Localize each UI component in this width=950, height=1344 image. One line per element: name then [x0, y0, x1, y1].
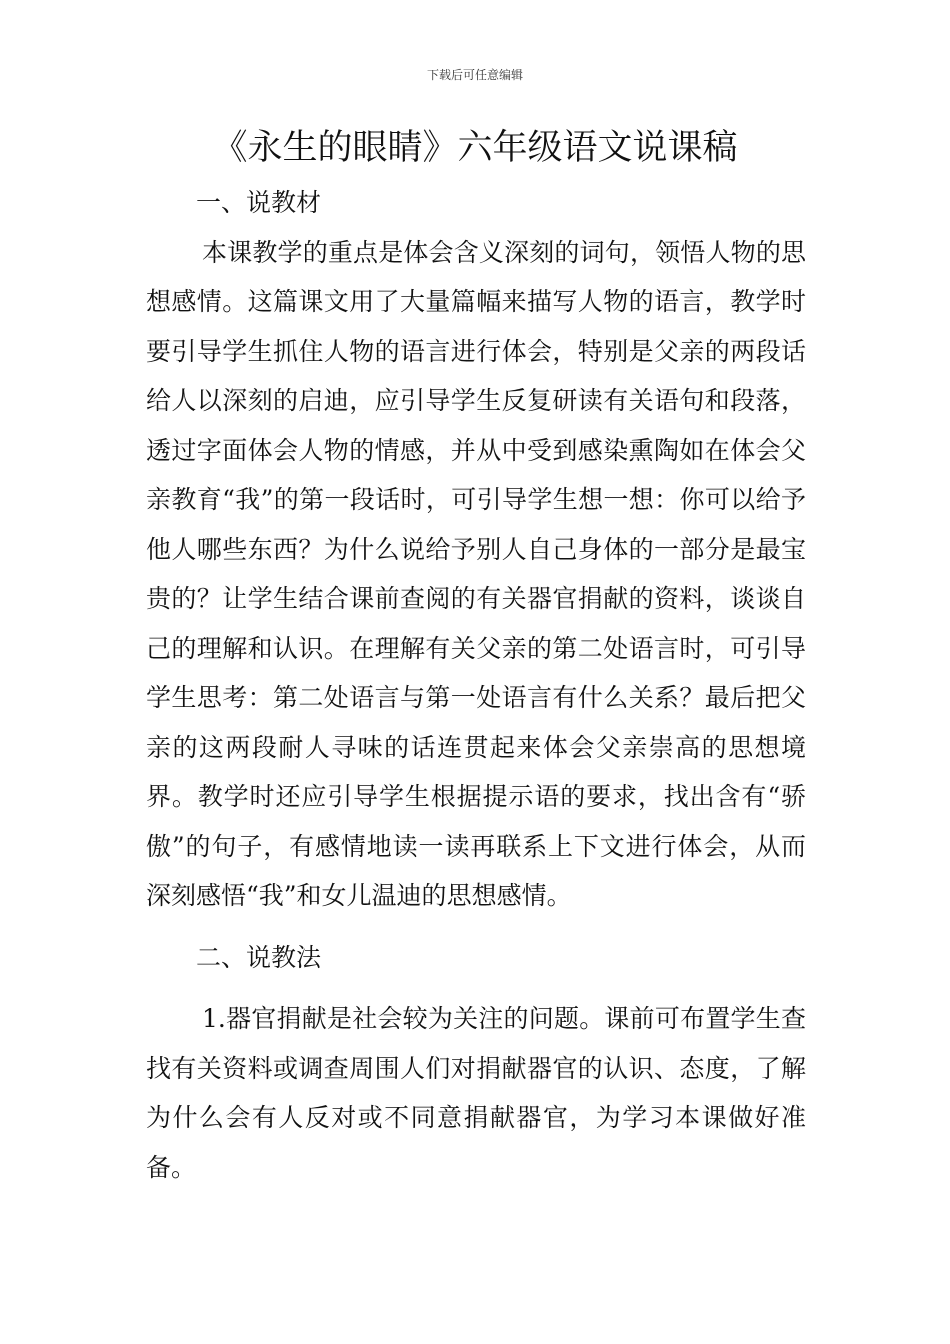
document-title: 《永生的眼睛》六年级语文说课稿: [212, 128, 738, 168]
section-gap: [146, 982, 806, 994]
paragraph-textbook-analysis: 本课教学的重点是体会含义深刻的词句，领悟人物的思想感情。这篇课文用了大量篇幅来描写人物的语言，教学时要引导学生抓住人物的语言进行体会，特别是父亲的两段话给人以深刻的启迪，应引导学生反复研读有关语句和段落，透过字面体会人物的情感，并从中受到感染熏陶如在体会父亲教育“我”的第一段话时，可引导学生想一想：你可以给予他人哪些东西？为什么说给予别人自己身体的一部分是最宝贵的？让学生结合课前查阅的有关器官捐献的资料，谈谈自己的理解和认识。在理解有关父亲的第二处语言时，可引导学生思考：第二处语言与第一处语言有什么关系？最后把父亲的这两段耐人寻味的话连贯起来体会父亲崇高的思想境界。教学时还应引导学生根据提示语的要求，找出含有“骄傲”的句子，有感情地读一读再联系上下文进行体会，从而深刻感悟“我”和女儿温迪的思想感情。: [146, 237, 806, 910]
section-gap: [146, 921, 806, 933]
header-note: 下载后可任意编辑: [426, 68, 523, 82]
section-heading-method: 二、说教法: [196, 942, 322, 972]
document-body: [146, 178, 806, 1192]
paragraph-method-1: 1.器官捐献是社会较为关注的问题。课前可布置学生查找有关资料或调查周围人们对捐献器官的认识、态度，了解为什么会有人反对或不同意捐献器官，为学习本课做好准备。: [146, 1004, 806, 1182]
section-heading-textbook: 一、说教材: [196, 188, 322, 217]
